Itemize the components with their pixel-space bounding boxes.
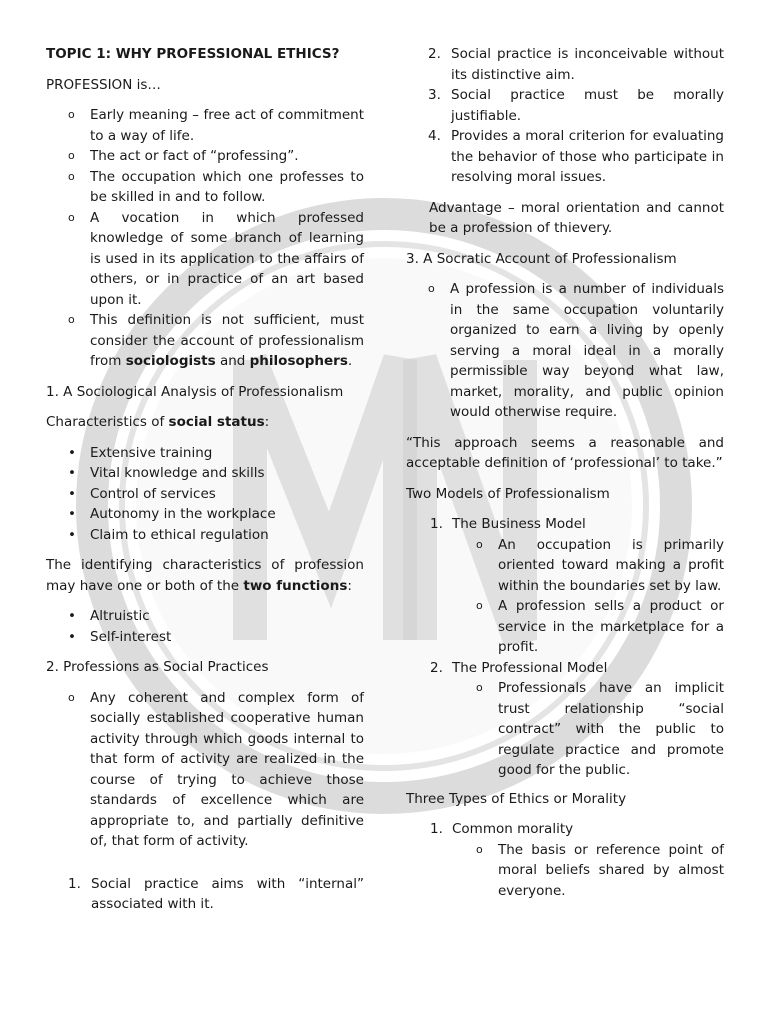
list-item: • Vital knowledge and skills: [46, 463, 364, 484]
advantage-note: Advantage – moral orientation and cannot be a profession of thievery.: [429, 199, 724, 236]
practice-numbered-list-cont: [406, 44, 724, 188]
list-item: • Extensive training: [46, 443, 364, 464]
models-heading: Two Models of Professionalism: [406, 485, 610, 502]
two-functions-term: two functions: [243, 577, 348, 594]
ethics-common-morality: [406, 819, 724, 901]
section2-heading: 2. Professions as Social Practices: [46, 659, 269, 675]
period-text: .: [347, 353, 353, 369]
list-item: o The occupation which one professes to be skilled in and to follow.: [46, 167, 364, 208]
item-text: Provides a moral criterion for evaluating the behavior of those who participate in resolving moral issues.: [451, 128, 724, 185]
list-item: [406, 126, 724, 188]
page-title: TOPIC 1: WHY PROFESSIONAL ETHICS?: [46, 46, 340, 62]
profession-list: [46, 105, 364, 372]
list-item: • Autonomy in the workplace: [46, 504, 364, 525]
social-practice-definition: o Any coherent and complex form of socially established cooperative human activity through which goods internal to that form of activity are realized in the course of trying to achieve those standards of excellence which are appropriate to, and partially definitive of, that form of activity.: [46, 688, 364, 852]
list-item: o A profession sells a product or service in the marketplace for a profit.: [452, 596, 724, 658]
business-model-list: [452, 535, 724, 658]
social-status-list: [46, 443, 364, 546]
item-number: 3.: [428, 87, 441, 103]
list-item: • Claim to ethical regulation: [46, 525, 364, 546]
list-item: o Professionals have an implicit trust relationship “social contract” with the public to regulate practice and promote good for the public.: [452, 678, 724, 781]
functions-intro: [46, 555, 364, 596]
functions-list: [46, 606, 364, 647]
list-item: o The act or fact of “professing”.: [46, 146, 364, 167]
list-item: o The basis or reference point of moral beliefs shared by almost everyone.: [452, 840, 724, 902]
ethics-list: [406, 819, 724, 901]
sociologists-term: sociologists: [125, 353, 216, 369]
section1-heading: 1. A Sociological Analysis of Professionalism: [46, 383, 344, 400]
item-label: Common morality: [452, 821, 574, 837]
social-status-term: social status: [168, 414, 265, 430]
left-column: [46, 44, 364, 925]
social-practice-list: [46, 688, 364, 852]
item-number: 4.: [428, 128, 441, 144]
ethics-heading: Three Types of Ethics or Morality: [406, 790, 627, 807]
item-text: Social practice must be morally justifiable.: [451, 87, 724, 124]
intro-text: The identifying characteristics of profession may have one or both of the: [46, 557, 364, 594]
list-item: • Altruistic: [46, 606, 364, 627]
definition-text: This definition is not sufficient, must consider the account of professionalism from: [90, 312, 364, 369]
item-label: The Professional Model: [452, 659, 608, 676]
model-professional: [406, 658, 724, 781]
colon-text: :: [347, 577, 352, 594]
item-label: The Business Model: [452, 516, 586, 532]
colon-text: :: [264, 414, 270, 430]
models-list: [406, 514, 724, 781]
list-item: [46, 874, 364, 915]
item-number: 1.: [68, 875, 81, 892]
list-item: o A vocation in which professed knowledge of some branch of learning is used in its application to the affairs of others, or in practice of an art based upon it.: [46, 208, 364, 311]
list-item: o A profession is a number of individuals in the same occupation voluntarily organized to earn a living by openly serving a moral ideal in a morally permissible way beyond what law, market, morality, and public opinion would otherwise require.: [406, 279, 724, 423]
socratic-list: [406, 279, 724, 423]
list-item: • Control of services: [46, 484, 364, 505]
list-item: • Self-interest: [46, 627, 364, 648]
section3-heading: 3. A Socratic Account of Professionalism: [406, 250, 677, 267]
list-item: o An occupation is primarily oriented toward making a profit within the boundaries set by law.: [452, 535, 724, 597]
professional-model-list: [452, 678, 724, 781]
profession-label: PROFESSION is…: [46, 76, 161, 93]
item-number: 1.: [430, 516, 443, 532]
social-status-intro: [46, 412, 364, 433]
item-text: Social practice aims with “internal” associated with it.: [91, 875, 364, 912]
list-item: [406, 85, 724, 126]
definition-item: [46, 310, 364, 372]
right-column: [406, 44, 724, 911]
list-item: o Early meaning – free act of commitment to a way of life.: [46, 105, 364, 146]
item-number: 2.: [428, 46, 441, 62]
intro-text: Characteristics of: [46, 414, 169, 430]
and-text: and: [215, 353, 250, 369]
list-item: [406, 44, 724, 85]
item-number: 1.: [430, 821, 443, 837]
philosophers-term: philosophers: [249, 353, 348, 369]
practice-numbered-list: [46, 874, 364, 915]
definition-quote: “This approach seems a reasonable and acceptable definition of ‘professional’ to take.”: [406, 434, 724, 471]
model-business: [406, 514, 724, 658]
common-morality-list: [452, 840, 724, 902]
item-text: Social practice is inconceivable without its distinctive aim.: [451, 46, 724, 83]
item-number: 2.: [430, 659, 443, 676]
